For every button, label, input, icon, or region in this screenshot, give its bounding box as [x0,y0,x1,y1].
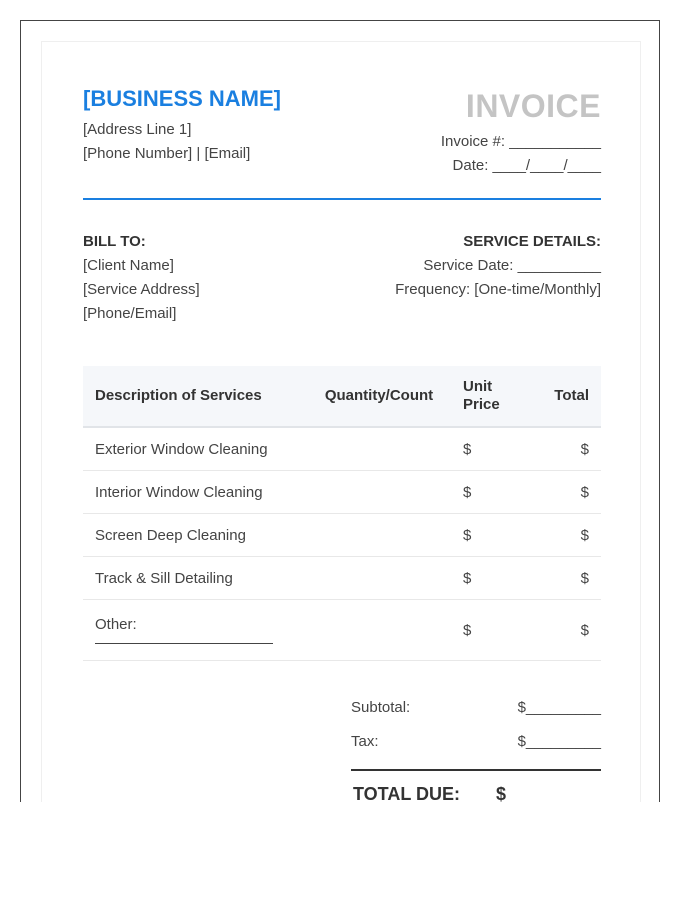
page-frame [20,20,660,802]
row-unit-price: $ [451,427,537,471]
row-unit-price: $ [451,557,537,600]
bill-to-heading: BILL TO: [83,233,146,250]
subtotal-label: Subtotal: [351,699,411,716]
row-quantity [307,557,451,600]
row-unit-price: $ [451,514,537,557]
header-unit-price: Unit Price [451,366,537,427]
frequency-field: Frequency: [One-time/Monthly] [395,281,601,298]
services-table [83,366,601,661]
header-description: Description of Services [83,366,307,427]
table-row-other [83,600,601,661]
row-description: Track & Sill Detailing [83,557,307,600]
table-row [83,557,601,600]
row-description: Exterior Window Cleaning [83,427,307,471]
row-total: $ [537,514,601,557]
table-row [83,427,601,471]
row-description-other [83,600,307,661]
totals-divider [351,769,601,771]
invoice-date-field: Date: ____/____/____ [452,157,601,174]
header-quantity: Quantity/Count [307,366,451,427]
total-due-value: $ [496,784,507,802]
service-address-field: [Service Address] [83,281,200,298]
row-unit-price: $ [451,471,537,514]
subtotal-value: $_________ [517,699,601,716]
row-total: $ [537,557,601,600]
row-quantity [307,514,451,557]
table-row [83,514,601,557]
total-due-label: TOTAL DUE: [353,784,460,802]
row-description: Interior Window Cleaning [83,471,307,514]
invoice-title: INVOICE [465,88,601,124]
tax-label: Tax: [351,733,379,750]
other-label: Other: [95,616,137,633]
row-description: Screen Deep Cleaning [83,514,307,557]
service-details-heading: SERVICE DETAILS: [463,233,601,250]
row-total: $ [537,471,601,514]
header-divider [83,198,601,200]
row-unit-price: $ [451,600,537,661]
tax-value: $_________ [517,733,601,750]
row-total: $ [537,600,601,661]
address-line: [Address Line 1] [83,121,192,138]
row-quantity [307,471,451,514]
row-quantity [307,600,451,661]
contact-line: [Phone Number] | [Email] [83,145,251,162]
phone-email-field: [Phone/Email] [83,305,177,322]
client-name-field: [Client Name] [83,257,174,274]
table-row [83,471,601,514]
table-header-row [83,366,601,427]
row-total: $ [537,427,601,471]
invoice-number-field: Invoice #: ___________ [440,133,601,150]
invoice-paper [41,41,641,802]
other-blank-line [95,637,273,644]
header-total: Total [537,366,601,427]
row-quantity [307,427,451,471]
business-name: [BUSINESS NAME] [83,86,282,111]
service-date-field: Service Date: __________ [423,257,601,274]
